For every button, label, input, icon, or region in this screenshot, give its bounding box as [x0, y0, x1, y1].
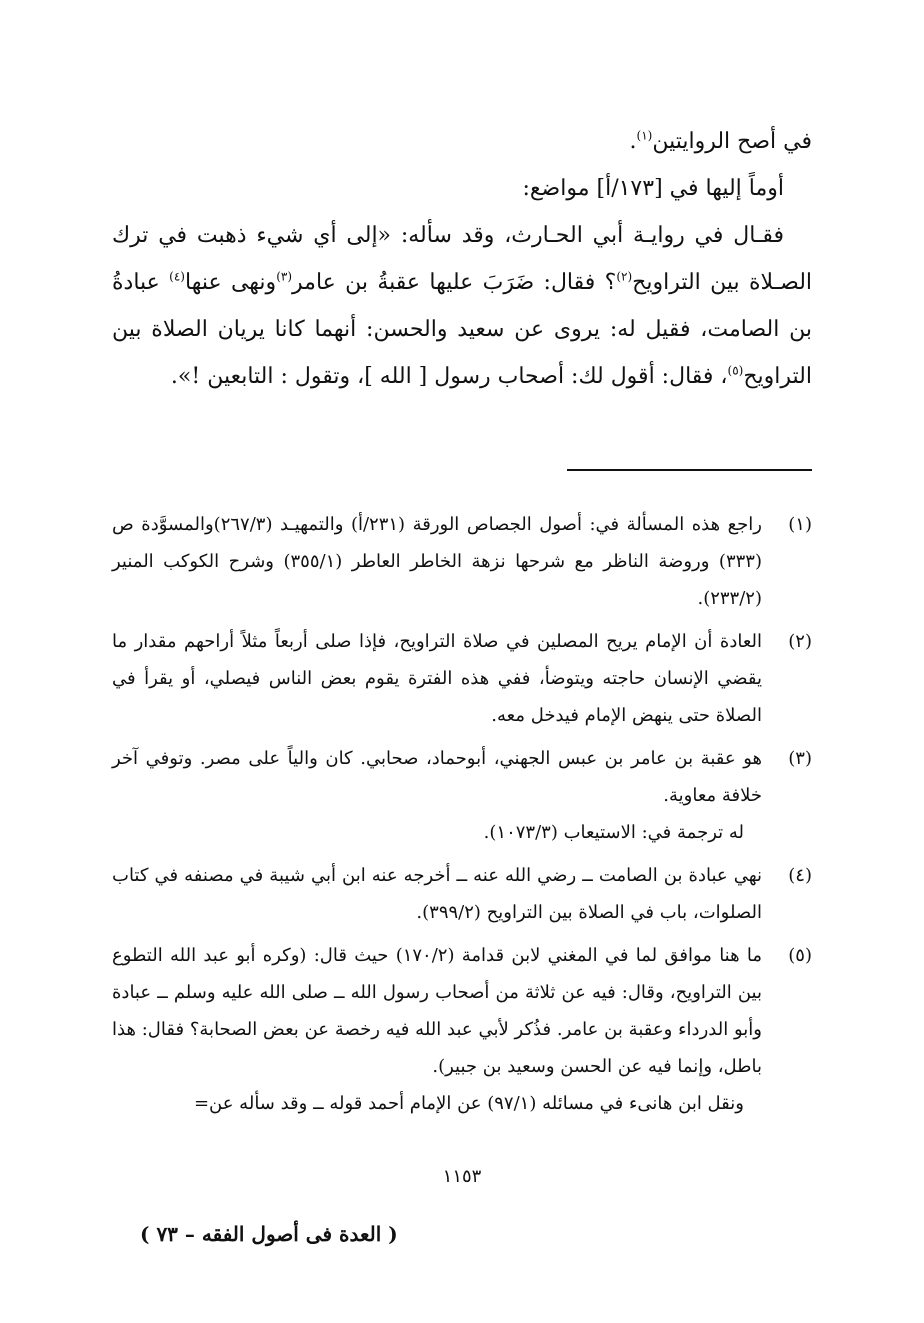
main-text	[112, 118, 812, 400]
main-line-2: أوماً إليها في [١٧٣/أ] مواضع:	[522, 176, 784, 201]
main-paragraph-part-a: فقـال في روايـة أبي الحـارث، وقد سأله: «إلى أي شيء ذهبت في ترك الصـلاة بين التراويح	[112, 223, 813, 295]
main-line-1-end: .	[629, 129, 637, 154]
book-footer-label: ( العدة فى أصول الفقه – ٧٣ )	[140, 1222, 398, 1246]
footnote-subline: له ترجمة في: الاستيعاب (١٠٧٣/٣).	[483, 822, 744, 843]
footnote-ref-3: (٣)	[276, 269, 293, 284]
footnote-text: نهي عبادة بن الصامت ــ رضي الله عنه ــ أخرجه عنه ابن أبي شيبة في مصنفه في كتاب الصلوات، باب في الصلاة بين التراويح (٣٩٩/٢).	[112, 865, 762, 923]
footnote-number: (٥)	[788, 945, 812, 966]
footnote-number: (٣)	[788, 748, 812, 769]
footnote-5	[112, 937, 812, 1122]
footnote-number: (٤)	[788, 865, 812, 886]
page-number: ١١٥٣	[442, 1166, 482, 1187]
footnotes	[112, 506, 812, 1128]
footnote-3	[112, 740, 812, 851]
footnote-1	[112, 506, 812, 617]
footnote-text: العادة أن الإمام يريح المصلين في صلاة التراويح، فإذا صلى أربعاً مثلاً أراحهم مقدار ما يقضي الإنسان حاجته ويتوضأ، ففي هذه الفترة يقوم بعض الناس فيصلي، أو يقرأ في الصلاة حتى ينهض الإمام فيدخل معه.	[112, 631, 762, 726]
main-paragraph	[112, 212, 812, 400]
main-line-1	[112, 118, 812, 165]
footnote-text: ما هنا موافق لما في المغني لابن قدامة (١٧٠/٢) حيث قال: (وكره أبو عبد الله التطوع بين التراويح، وقال: فيه عن ثلاثة من أصحاب رسول الله ــ صلى الله عليه وسلم ــ عبادة وأبو الدرداء وعقبة بن عامر. فذُكر لأبي عبد الله فيه رخصة عن بعض الصحابة؟ فقال: هذا باطل، وإنما فيه عن الحسن وسعيد بن جبير).	[112, 945, 762, 1077]
footnote-ref-5: (٥)	[727, 363, 744, 378]
footnote-number: (١)	[788, 514, 812, 535]
footnote-4	[112, 857, 812, 931]
footnote-ref-4: (٤)	[169, 269, 185, 284]
footnote-number: (٢)	[788, 631, 812, 652]
main-paragraph-part-b: ؟ فقال: ضَرَبَ عليها عقبةُ بن عامر	[292, 270, 617, 295]
footnote-ref-1: (١)	[636, 128, 653, 143]
main-paragraph-part-e: ، فقال: أقول لك: أصحاب رسول [ الله ]، وتقول : التابعين !».	[170, 364, 728, 389]
main-paragraph-part-c: ونهى عنها	[184, 270, 277, 295]
footnote-separator	[567, 469, 812, 471]
footnote-subline: ونقل ابن هانىء في مسائله (٩٧/١) عن الإمام أحمد قوله ــ وقد سأله عن=	[193, 1093, 744, 1114]
main-line-1-text: في أصح الروايتين	[652, 129, 812, 154]
footnote-text: راجع هذه المسألة في: أصول الجصاص الورقة (٢٣١/أ) والتمهيـد (٢٦٧/٣)والمسوَّدة ص (٣٣٣) وروضة الناظر مع شرحها نزهة الخاطر العاطر (٣٥٥/١) وشرح الكوكب المنير (٢٣٣/٢).	[112, 514, 762, 609]
footnote-text: هو عقبة بن عامر بن عبس الجهني، أبوحماد، صحابي. كان والياً على مصر. وتوفي آخر خلافة معاوية.	[112, 748, 762, 806]
footnote-2	[112, 623, 812, 734]
footnote-ref-2: (٢)	[616, 269, 633, 284]
main-paragraph-part-d: عبادةُ بن الصامت، فقيل له: يروى عن سعيد والحسن: أنهما كانا يريان الصلاة بين التراويح	[112, 270, 812, 389]
